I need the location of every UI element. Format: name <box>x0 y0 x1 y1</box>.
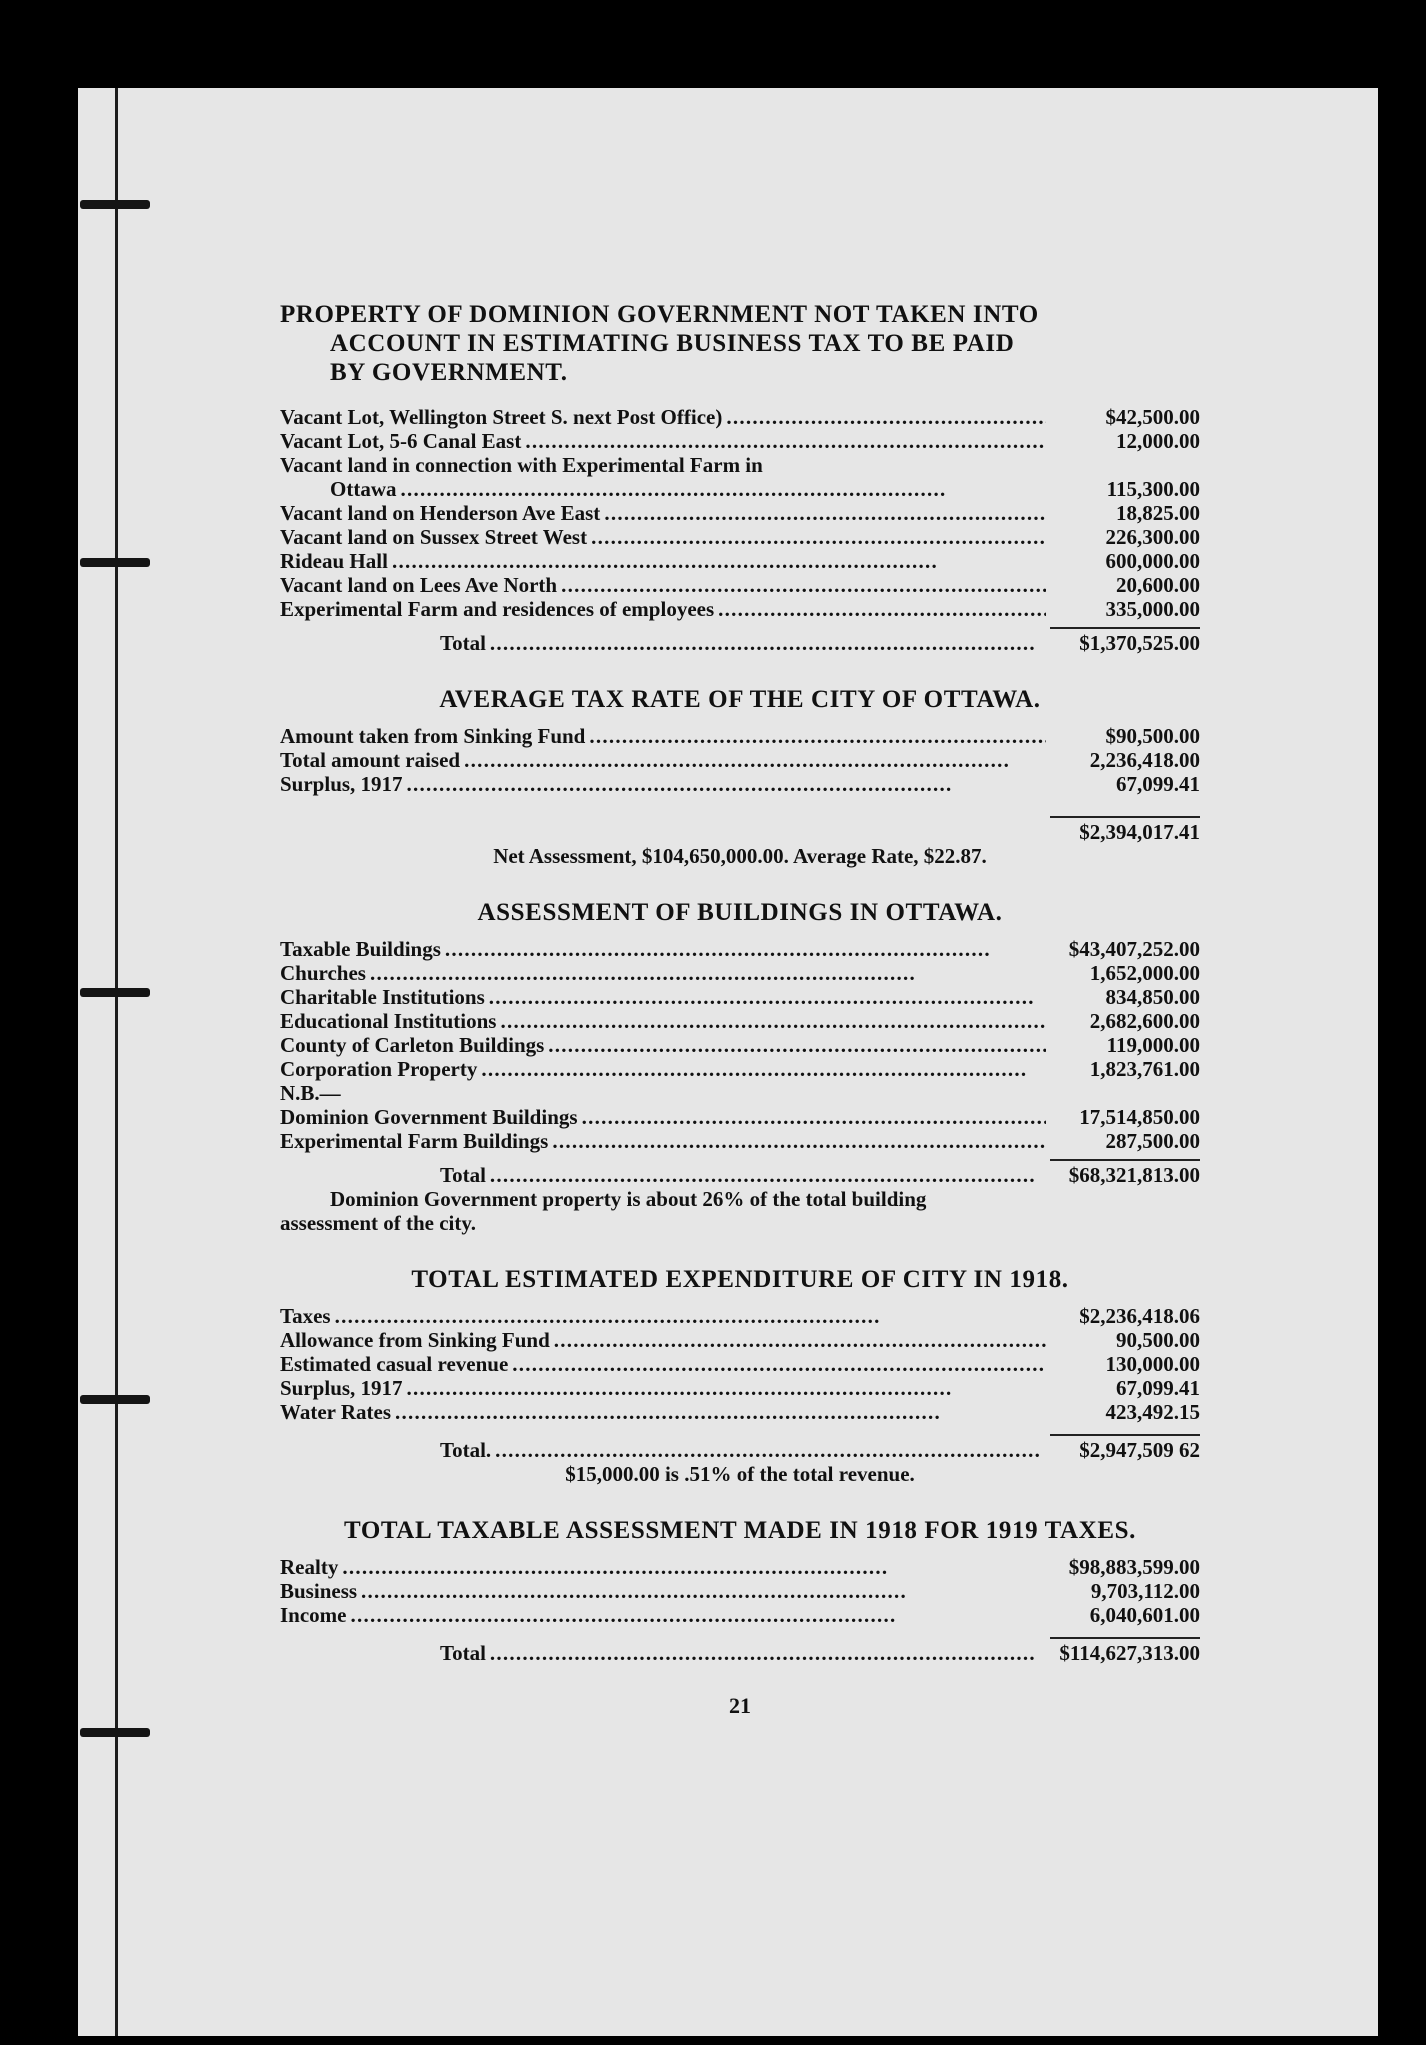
taxable-list <box>280 1555 1200 1627</box>
leader-dots <box>512 1352 1046 1376</box>
row-amount: 423,492.15 <box>1105 1400 1200 1424</box>
row-label: Churches <box>280 961 366 985</box>
row-label: Experimental Farm and residences of employees <box>280 597 715 621</box>
revenue-note: $15,000.00 is .51% of the total revenue. <box>565 1462 915 1486</box>
row-label: Rideau Hall <box>280 549 388 573</box>
row-amount: 115,300.00 <box>1106 477 1200 501</box>
leader-dots <box>445 937 1046 961</box>
table-row <box>280 501 1200 525</box>
row-label: Charitable Institutions <box>280 985 485 1009</box>
average-tax-list <box>280 724 1200 796</box>
total-rule <box>280 1159 1200 1161</box>
table-row <box>280 1376 1200 1400</box>
total-label: Total <box>440 1641 486 1665</box>
leader-dots <box>395 1400 1046 1424</box>
leader-dots <box>591 525 1046 549</box>
row-amount: $43,407,252.00 <box>1068 937 1200 961</box>
total-amount: $1,370,525.00 <box>1079 631 1200 655</box>
total-row <box>280 1641 1200 1665</box>
row-label: Taxable Buildings <box>280 937 441 961</box>
row-label: Estimated casual revenue <box>280 1352 509 1376</box>
row-amount: 600,000.00 <box>1105 549 1200 573</box>
table-row <box>280 1579 1200 1603</box>
heading-line: PROPERTY OF DOMINION GOVERNMENT NOT TAKEN INTO <box>280 301 1039 328</box>
row-amount: 130,000.00 <box>1105 1352 1200 1376</box>
table-row <box>280 1129 1200 1153</box>
leader-dots <box>500 1009 1046 1033</box>
total-rule <box>280 1637 1200 1639</box>
row-label: Vacant Lot, Wellington Street S. next Post Office) <box>280 405 723 429</box>
leader-dots <box>548 1033 1046 1057</box>
heading-line: BY GOVERNMENT. <box>330 359 568 386</box>
total-row <box>280 1438 1200 1462</box>
leader-dots <box>525 429 1046 453</box>
row-label: Amount taken from Sinking Fund <box>280 724 586 748</box>
table-row <box>280 453 1200 477</box>
row-label: Experimental Farm Buildings <box>280 1129 549 1153</box>
row-amount: 1,823,761.00 <box>1089 1057 1200 1081</box>
table-row <box>280 772 1200 796</box>
expenditure-list <box>280 1304 1200 1424</box>
table-row <box>280 597 1200 621</box>
row-amount: 67,099.41 <box>1116 1376 1200 1400</box>
row-amount: $42,500.00 <box>1105 405 1200 429</box>
section-heading-buildings: ASSESSMENT OF BUILDINGS IN OTTAWA. <box>477 899 1003 926</box>
binding-stitch <box>80 1395 150 1404</box>
table-row <box>280 1400 1200 1424</box>
total-amount: $2,947,509 62 <box>1079 1438 1200 1462</box>
total-label: Total <box>440 631 486 655</box>
row-label: Realty <box>280 1555 339 1579</box>
leader-dots <box>582 1105 1046 1129</box>
leader-dots <box>361 1579 1046 1603</box>
table-row <box>280 405 1200 429</box>
section-heading-average-tax-rate: AVERAGE TAX RATE OF THE CITY OF OTTAWA. <box>439 686 1041 713</box>
total-rule <box>280 627 1200 629</box>
binding-stitch <box>80 200 150 209</box>
leader-dots <box>554 1328 1046 1352</box>
row-label: Business <box>280 1579 358 1603</box>
total-label: Total. <box>440 1438 492 1462</box>
table-row <box>280 1328 1200 1352</box>
row-label: Surplus, 1917 <box>280 1376 403 1400</box>
row-label: Taxes <box>280 1304 331 1328</box>
row-label: Vacant land on Henderson Ave East <box>280 501 601 525</box>
row-label: Vacant land in connection with Experimental Farm in <box>280 453 763 477</box>
leader-dots <box>392 549 1046 573</box>
row-label: Allowance from Sinking Fund <box>280 1328 550 1352</box>
row-amount: 9,703,112.00 <box>1090 1579 1200 1603</box>
table-row <box>280 1304 1200 1328</box>
note-line: Dominion Government property is about 26% of the total building <box>330 1187 927 1211</box>
binding-stitch <box>80 1728 150 1737</box>
row-label: Vacant Lot, 5-6 Canal East <box>280 429 522 453</box>
table-row <box>280 1555 1200 1579</box>
leader-dots <box>407 772 1046 796</box>
row-amount: 2,236,418.00 <box>1089 748 1200 772</box>
row-amount: 119,000.00 <box>1106 1033 1200 1057</box>
leader-dots <box>718 597 1046 621</box>
leader-dots <box>589 724 1046 748</box>
leader-dots <box>490 631 1046 655</box>
leader-dots <box>335 1304 1046 1328</box>
leader-dots <box>495 1438 1046 1462</box>
row-amount: 287,500.00 <box>1105 1129 1200 1153</box>
row-label: Corporation Property <box>280 1057 478 1081</box>
binding-stitching <box>110 88 124 2036</box>
heading-line: ACCOUNT IN ESTIMATING BUSINESS TAX TO BE PAID <box>330 330 1015 357</box>
row-amount: 6,040,601.00 <box>1089 1603 1200 1627</box>
table-row <box>280 748 1200 772</box>
average-rate-note: Net Assessment, $104,650,000.00. Average Rate, $22.87. <box>493 844 987 868</box>
leader-dots <box>490 1641 1046 1665</box>
nb-row <box>280 1081 1200 1105</box>
leader-dots <box>370 961 1046 985</box>
row-amount: $90,500.00 <box>1105 724 1200 748</box>
total-row <box>280 820 1200 844</box>
row-label: Vacant land on Lees Ave North <box>280 573 558 597</box>
row-label: Income <box>280 1603 347 1627</box>
row-label: Total amount raised <box>280 748 461 772</box>
leader-dots <box>489 985 1046 1009</box>
total-amount: $114,627,313.00 <box>1059 1641 1200 1665</box>
table-row <box>280 549 1200 573</box>
table-row <box>280 573 1200 597</box>
table-row <box>280 1352 1200 1376</box>
leader-dots <box>552 1129 1046 1153</box>
row-amount: 834,850.00 <box>1105 985 1200 1009</box>
nb-label: N.B.— <box>280 1081 341 1105</box>
leader-dots <box>351 1603 1047 1627</box>
row-amount: $2,236,418.06 <box>1079 1304 1200 1328</box>
table-row <box>280 525 1200 549</box>
binding-stitch <box>80 558 150 567</box>
page-number: 21 <box>729 1693 751 1718</box>
total-rule <box>280 816 1200 818</box>
binding-stitch <box>80 988 150 997</box>
row-amount: 226,300.00 <box>1105 525 1200 549</box>
table-row <box>280 724 1200 748</box>
section-heading-taxable-assessment: TOTAL TAXABLE ASSESSMENT MADE IN 1918 FOR 1919 TAXES. <box>344 1517 1136 1544</box>
row-amount: 335,000.00 <box>1105 597 1200 621</box>
table-row <box>280 477 1200 501</box>
total-amount: $68,321,813.00 <box>1068 1163 1200 1187</box>
row-amount: 67,099.41 <box>1116 772 1200 796</box>
leader-dots <box>726 405 1046 429</box>
buildings-list <box>280 937 1200 1153</box>
section-heading-expenditure: TOTAL ESTIMATED EXPENDITURE OF CITY IN 1918. <box>411 1266 1069 1293</box>
row-label: Ottawa <box>330 477 397 501</box>
dominion-share-note <box>280 1187 1200 1235</box>
total-rule <box>280 1434 1200 1436</box>
leader-dots <box>401 477 1047 501</box>
total-row <box>280 1163 1200 1187</box>
total-row <box>280 631 1200 655</box>
row-amount: 18,825.00 <box>1116 501 1200 525</box>
total-amount: $2,394,017.41 <box>1079 820 1200 844</box>
row-amount: 20,600.00 <box>1116 573 1200 597</box>
row-amount: 2,682,600.00 <box>1089 1009 1200 1033</box>
table-row <box>280 961 1200 985</box>
leader-dots <box>561 573 1046 597</box>
leader-dots <box>342 1555 1046 1579</box>
leader-dots <box>604 501 1046 525</box>
row-amount: $98,883,599.00 <box>1068 1555 1200 1579</box>
row-amount: 17,514,850.00 <box>1079 1105 1200 1129</box>
row-amount: 90,500.00 <box>1116 1328 1200 1352</box>
dominion-property-list <box>280 405 1200 621</box>
table-row <box>280 1009 1200 1033</box>
table-row <box>280 985 1200 1009</box>
table-row <box>280 1033 1200 1057</box>
row-label: County of Carleton Buildings <box>280 1033 545 1057</box>
row-label: Surplus, 1917 <box>280 772 403 796</box>
table-row <box>280 1057 1200 1081</box>
row-label: Educational Institutions <box>280 1009 497 1033</box>
row-label: Vacant land on Sussex Street West <box>280 525 588 549</box>
table-row <box>280 429 1200 453</box>
leader-dots <box>490 1163 1046 1187</box>
note-line: assessment of the city. <box>280 1211 476 1235</box>
row-label: Water Rates <box>280 1400 391 1424</box>
leader-dots <box>407 1376 1046 1400</box>
row-amount: 12,000.00 <box>1116 429 1200 453</box>
section-heading-dominion-property <box>280 300 1200 387</box>
binding-spine <box>115 88 118 2036</box>
row-label: Dominion Government Buildings <box>280 1105 578 1129</box>
leader-dots <box>481 1057 1046 1081</box>
row-amount: 1,652,000.00 <box>1089 961 1200 985</box>
leader-dots <box>464 748 1046 772</box>
table-row <box>280 1105 1200 1129</box>
table-row <box>280 1603 1200 1627</box>
table-row <box>280 937 1200 961</box>
total-label: Total <box>440 1163 486 1187</box>
page-content <box>280 300 1200 1719</box>
